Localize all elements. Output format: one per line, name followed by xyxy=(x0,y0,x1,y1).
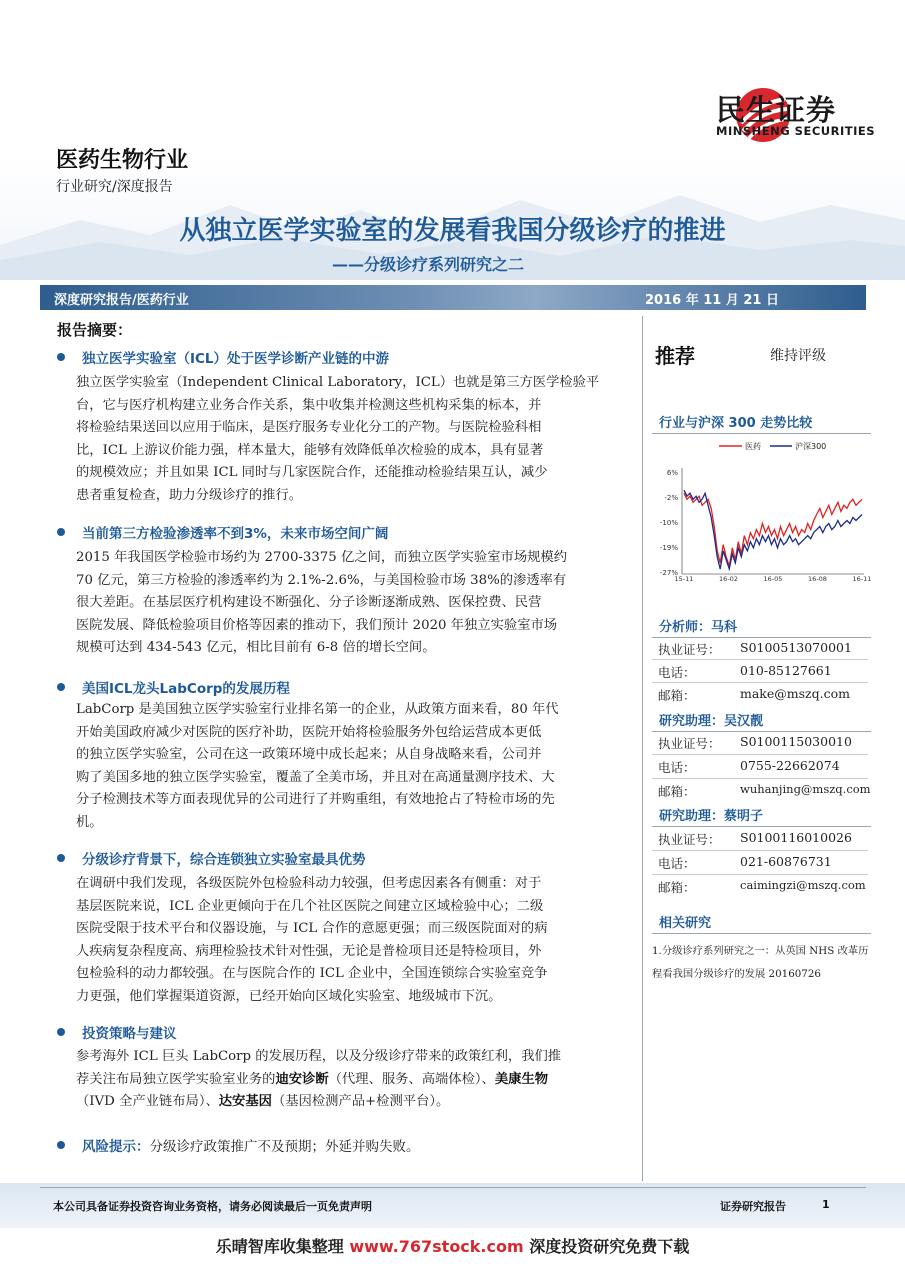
section-body-chain-lab: 在调研中我们发现，各级医院外包检验科动力较强，但考虑因素各有侧重：对于 基层医院来说，ICL 企业更倾向于在几个社区医院之间建立区域检验中心；二级 医院受限于技术平台和仪器设施，与 ICL 合作的意愿更强；而三级医院面对的病 人疾病复杂程度高、病理检验技术针对性强，无论是普检项目还是特检项目，外 包检验科的动力都较强。在与医院合作的 ICL 企业中，全国连锁综合实验室竞争 力更强，他们掌握渠道资源，已经开始向区域化实验室、地级城市下沉。 xyxy=(76,876,548,1004)
analyst-license-label: 执业证号： xyxy=(658,642,721,657)
watermark-url[interactable]: www.767stock.com xyxy=(349,1237,524,1256)
section-body-penetration: 2015 年我国医学检验市场约为 2700-3375 亿之间，而独立医学实验室市场规模约 70 亿元，第三方检验的渗透率约为 2.1%-2.6%，与美国检验市场 38%的渗透率有 很大差距。在基层医疗机构建设不断强化、分子诊断逐渐成熟、医保控费、民营 医院发展、降低检验项目价格等因素的推动下，我们预计 2020 年独立实验室市场 规模可达到 434-543 亿元，相比目前有 6-8 倍的增长空间。 xyxy=(76,550,568,655)
section-heading-strategy: 投资策略与建议 xyxy=(57,1022,177,1042)
series-line-pharma xyxy=(684,493,862,566)
series-line-hs300 xyxy=(684,490,862,569)
column-divider xyxy=(642,316,643,1181)
bullet-icon xyxy=(57,854,65,862)
risk-row xyxy=(57,1135,420,1155)
y-tick-label: -10% xyxy=(659,519,678,527)
assistant2-license: S0100116010026 xyxy=(740,830,852,845)
row-divider xyxy=(652,682,868,683)
industry-title: 医药生物行业 xyxy=(56,148,189,173)
x-tick-label: 16-02 xyxy=(719,575,738,583)
analyst-heading: 分析师：马科 xyxy=(652,614,871,638)
stock-dian: 迪安诊断 xyxy=(275,1071,329,1087)
report-type: 行业研究/深度报告 xyxy=(56,179,173,195)
assistant1-phone: 0755-22662074 xyxy=(740,758,840,773)
watermark: 乐晴智库收集整理 www.767stock.com 深度投资研究免费下载 xyxy=(215,1237,690,1256)
section-heading-labcorp: 美国ICL龙头LabCorp的发展历程 xyxy=(57,677,290,697)
y-tick-label: -2% xyxy=(664,494,678,502)
footer-rule xyxy=(40,1187,866,1188)
x-tick-label: 15-11 xyxy=(674,575,694,583)
analyst-phone: 010-85127661 xyxy=(740,663,832,678)
analyst-email-label: 邮箱： xyxy=(658,688,696,703)
analyst-email[interactable]: make@mszq.com xyxy=(740,686,850,701)
row-divider xyxy=(652,659,868,660)
page-number: 1 xyxy=(822,1198,830,1211)
info-bar-date: 2016 年 11 月 21 日 xyxy=(645,293,779,308)
row-divider xyxy=(652,850,868,851)
analyst-license: S0100513070001 xyxy=(740,640,852,655)
chart-heading: 行业与沪深 300 走势比较 xyxy=(652,410,871,434)
assistant2-phone: 021-60876731 xyxy=(740,854,832,869)
bullet-icon xyxy=(57,353,65,361)
bullet-icon xyxy=(57,528,65,536)
stock-meikang: 美康生物 xyxy=(494,1071,549,1087)
report-title: 从独立医学实验室的发展看我国分级诊疗的推进 xyxy=(179,216,726,246)
bullet-icon xyxy=(57,1028,65,1036)
assistant2-email-label: 邮箱： xyxy=(658,880,696,895)
row-divider xyxy=(652,754,868,755)
related-heading: 相关研究 xyxy=(652,910,871,934)
x-tick-label: 16-08 xyxy=(808,575,827,583)
section-heading-icl: 独立医学实验室（ICL）处于医学诊断产业链的中游 xyxy=(57,347,389,367)
row-divider xyxy=(652,874,868,875)
risk-label: 风险提示： xyxy=(82,1139,150,1155)
analyst-phone-label: 电话： xyxy=(658,665,696,680)
legend-label-pharma: 医药 xyxy=(745,442,761,451)
info-bar-category: 深度研究报告/医药行业 xyxy=(54,293,189,308)
trend-chart xyxy=(652,436,872,586)
y-tick-label: -19% xyxy=(659,544,678,552)
rating: 推荐 xyxy=(655,344,695,368)
assistant2-phone-label: 电话： xyxy=(658,856,696,871)
x-tick-label: 16-05 xyxy=(763,575,783,583)
section-heading-penetration: 当前第三方检验渗透率不到3%，未来市场空间广阔 xyxy=(57,522,388,542)
assistant1-license: S0100115030010 xyxy=(740,734,852,749)
brand-name-en: MINSHENG SECURITIES xyxy=(716,124,875,138)
assistant1-heading: 研究助理：吴汉靓 xyxy=(652,708,871,732)
report-subtitle: ——分级诊疗系列研究之二 xyxy=(332,255,525,274)
section-body-icl: 独立医学实验室（Independent Clinical Laboratory，ICL）也就是第三方医学检验平 台，它与医疗机构建立业务合作关系，集中收集并检测这些机构采集的标本，并 将检验结果送回以应用于临床，是医疗服务专业化分工的产物。与医院检验科相 比，ICL 上游议价能力强，样本量大，能够有效降低单次检验的成本，具有显著 的规模效应；并且如果 ICL 同时与几家医院合作，还能推动检验结果互认，减少 患者重复检查，助力分级诊疗的推行。 xyxy=(76,375,600,503)
y-tick-label: -27% xyxy=(659,569,678,577)
assistant2-email[interactable]: caimingzi@mszq.com xyxy=(740,878,866,892)
assistant1-email-label: 邮箱： xyxy=(658,784,696,799)
assistant2-license-label: 执业证号： xyxy=(658,832,721,847)
footer-label: 证券研究报告 xyxy=(720,1200,786,1213)
assistant1-phone-label: 电话： xyxy=(658,760,696,775)
assistant1-license-label: 执业证号： xyxy=(658,736,721,751)
brand-name-cn: 民生证券 xyxy=(716,93,837,127)
risk-text: 分级诊疗政策推广不及预期；外延并购失败。 xyxy=(149,1139,420,1155)
footer-disclaimer: 本公司具备证券投资咨询业务资格，请务必阅读最后一页免责声明 xyxy=(53,1200,372,1213)
assistant2-heading: 研究助理：蔡明子 xyxy=(652,803,871,827)
y-tick-label: 6% xyxy=(666,469,678,477)
assistant1-email[interactable]: wuhanjing@mszq.com xyxy=(740,782,871,796)
bullet-icon xyxy=(57,683,65,691)
section-body-strategy: 参考海外 ICL 巨头 LabCorp 的发展历程，以及分级诊疗带来的政策红利，我们推 荐关注布局独立医学实验室业务的迪安诊断（代理、服务、高端体检）、美康生物 （IVD 全产业链布局）、达安基因（基因检测产品+检测平台）。 xyxy=(76,1049,562,1109)
bullet-icon xyxy=(57,1141,65,1149)
abstract-label: 报告摘要： xyxy=(57,321,133,339)
stock-daan: 达安基因 xyxy=(218,1094,272,1109)
x-tick-label: 16-11 xyxy=(852,575,872,583)
section-heading-chain-lab: 分级诊疗背景下，综合连锁独立实验室最具优势 xyxy=(57,848,366,868)
section-body-labcorp: LabCorp 是美国独立医学实验室行业排名第一的企业，从政策方面来看，80 年代 开始美国政府减少对医院的医疗补助，医院开始将检验服务外包给运营成本更低 的独立医学实验室，公司在这一政策环境中成长起来；从自身战略来看，公司并 购了美国多地的独立医学实验室，覆盖了全美市场，并且对在高通量测序技术、大 分子检测技术等方面表现优异的公司进行了并购重组，有效地抢占了特检市场的先 机。 xyxy=(76,702,559,830)
related-report-link[interactable]: 1.分级诊疗系列研究之一：从英国 NHS 改革历程看我国分级诊疗的发展 20160726 xyxy=(652,945,869,980)
legend-label-hs300: 沪深300 xyxy=(795,442,827,451)
row-divider xyxy=(652,778,868,779)
rating-note: 维持评级 xyxy=(770,348,826,364)
